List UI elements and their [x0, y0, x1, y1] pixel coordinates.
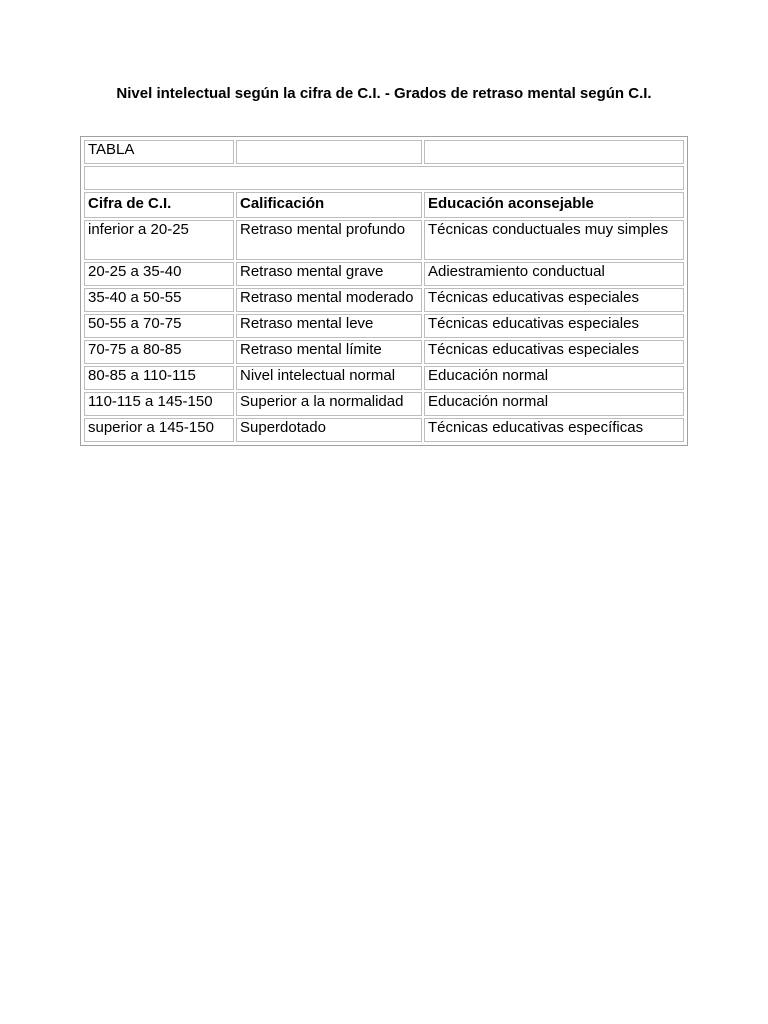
cell-ci: 50-55 a 70-75 — [84, 314, 234, 338]
cell-calificacion: Superdotado — [236, 418, 422, 442]
cell-ci: inferior a 20-25 — [84, 220, 234, 260]
cell-calificacion: Retraso mental leve — [236, 314, 422, 338]
page-title: Nivel intelectual según la cifra de C.I. - Grados de retraso mental según C.I. — [116, 85, 652, 102]
empty-cell — [236, 140, 422, 164]
cell-calificacion: Superior a la normalidad — [236, 392, 422, 416]
spacer-cell — [84, 166, 684, 190]
cell-ci: 80-85 a 110-115 — [84, 366, 234, 390]
table-row — [84, 418, 684, 442]
cell-educacion: Técnicas educativas especiales — [424, 314, 684, 338]
cell-calificacion: Retraso mental grave — [236, 262, 422, 286]
column-header-ci: Cifra de C.I. — [84, 192, 234, 218]
table-row — [84, 288, 684, 312]
table-row — [84, 366, 684, 390]
table-row — [84, 220, 684, 260]
table-row — [84, 262, 684, 286]
cell-ci: 35-40 a 50-55 — [84, 288, 234, 312]
cell-educacion: Educación normal — [424, 366, 684, 390]
cell-calificacion: Retraso mental límite — [236, 340, 422, 364]
table-row — [84, 314, 684, 338]
cell-ci: 20-25 a 35-40 — [84, 262, 234, 286]
cell-educacion: Técnicas educativas especiales — [424, 340, 684, 364]
spacer-row — [84, 166, 684, 190]
cell-educacion: Técnicas educativas especiales — [424, 288, 684, 312]
column-header-calificacion: Calificación — [236, 192, 422, 218]
cell-calificacion: Retraso mental moderado — [236, 288, 422, 312]
table-row — [84, 392, 684, 416]
iq-classification-table — [80, 136, 688, 446]
cell-ci: 70-75 a 80-85 — [84, 340, 234, 364]
cell-educacion: Técnicas conductuales muy simples — [424, 220, 684, 260]
table-row — [84, 340, 684, 364]
column-header-educacion: Educación aconsejable — [424, 192, 684, 218]
table-caption-row — [84, 140, 684, 164]
empty-cell — [424, 140, 684, 164]
cell-ci: 110-115 a 145-150 — [84, 392, 234, 416]
table-header-row — [84, 192, 684, 218]
table-caption-cell: TABLA — [84, 140, 234, 164]
cell-ci: superior a 145-150 — [84, 418, 234, 442]
cell-calificacion: Nivel intelectual normal — [236, 366, 422, 390]
cell-calificacion: Retraso mental profundo — [236, 220, 422, 260]
cell-educacion: Educación normal — [424, 392, 684, 416]
cell-educacion: Adiestramiento conductual — [424, 262, 684, 286]
cell-educacion: Técnicas educativas específicas — [424, 418, 684, 442]
